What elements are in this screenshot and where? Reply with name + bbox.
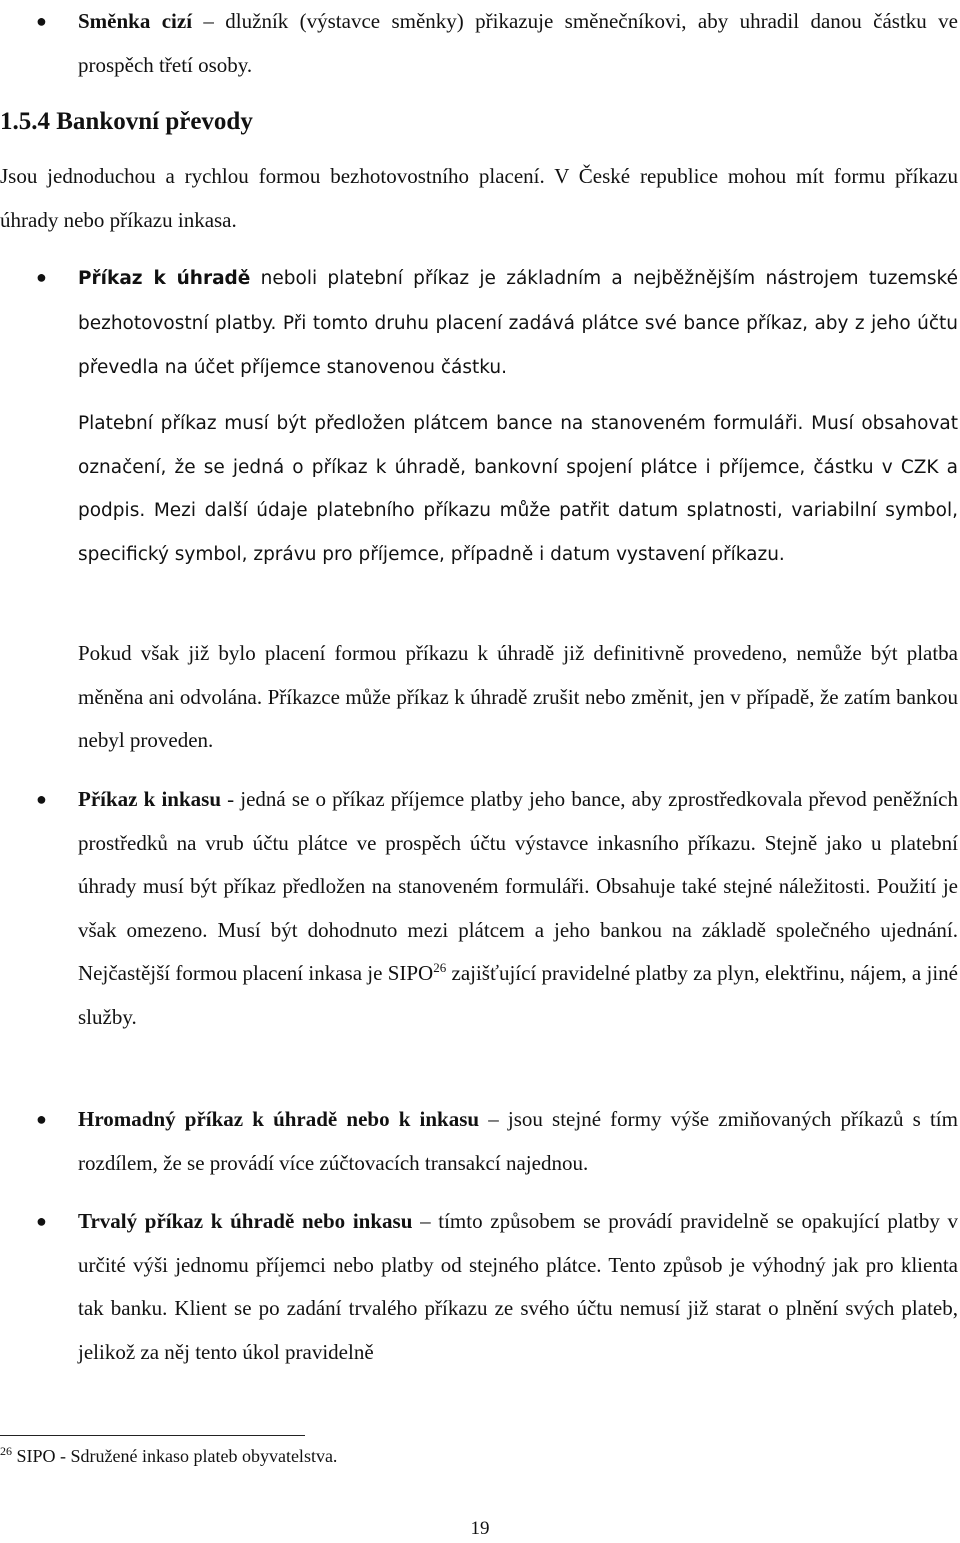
footnote — [0, 1446, 337, 1467]
bullet-icon: ● — [36, 1109, 47, 1129]
text-hromadny: – jsou stejné formy výše zmiňovaných příkazů s tím rozdílem, že se provádí více zúčtovacích transakcí najednou. — [78, 1107, 958, 1175]
page-number: 19 — [470, 1518, 490, 1539]
paragraph-uhrada-2 — [78, 402, 958, 576]
bullet-icon: ● — [36, 11, 47, 31]
section-heading: 1.5.4 Bankovní převody — [0, 108, 253, 135]
text-uhrada-p2b: Musí obsahovat označení, že se jedná o příkaz k úhradě, bankovní spojení plátce i příjemce, částku v CZK a podpis. Mezi další údaje platebního příkazu může patřit datum splatnosti, variabilní symbol, specifický symbol, zprávu pro příjemce, případně i datum vystavení příkazu. — [78, 413, 958, 565]
bullet-icon: ● — [36, 1211, 47, 1231]
footnote-number: 26 — [0, 1444, 12, 1458]
bullet-icon: ● — [36, 789, 47, 809]
text-uhrada-p2a: Platební příkaz musí být předložen plátcem bance na stanoveném formuláři. — [78, 413, 804, 434]
section-intro: Jsou jednoduchou a rychlou formou bezhotovostního placení. V České republice mohou mít formu příkazu úhrady nebo příkazu inkasa. — [0, 164, 958, 232]
footnote-text: SIPO - Sdružené inkaso plateb obyvatelstva. — [12, 1446, 338, 1466]
list-item-hromadny — [36, 1098, 958, 1185]
text-smenka: – dlužník (výstavce směnky) přikazuje směnečníkovi, aby uhradil danou částku ve prospěch třetí osoby. — [78, 9, 958, 77]
list-item-inkaso — [36, 778, 958, 1039]
term-uhrada: Příkaz k úhradě — [78, 268, 251, 289]
paragraph-uhrada-3: Pokud však již bylo placení formou příkazu k úhradě již definitivně provedeno, nemůže být platba měněna ani odvolána. Příkazce může příkaz k úhradě zrušit nebo změnit, jen v případě, že zatím bankou nebyl proveden. — [78, 641, 958, 752]
text-inkaso-a: - jedná se o příkaz příjemce platby jeho bance, aby zprostředkovala převod peněžních prostředků na vrub účtu plátce ve prospěch účtu výstavce inkasního příkazu. Stejně jako u platební úhrady musí být příkaz předložen na stanoveném formuláři. Obsahuje také stejné náležitosti. Použití je však omezeno. Musí být dohodnuto mezi plátcem a jeho bankou na základě společného ujednání. Nejčastější formou placení inkasa je SIPO — [78, 787, 958, 985]
term-trvaly: Trvalý příkaz k úhradě nebo inkasu — [78, 1209, 413, 1233]
list-item-trvaly — [36, 1200, 958, 1374]
text-uhrada-b: Při tomto druhu placení zadává plátce své bance příkaz, aby z jeho účtu převedla na účet příjemce stanovenou částku. — [78, 312, 959, 378]
text-trvaly: – tímto způsobem se provádí pravidelně se opakující platby v určité výši jednomu příjemci nebo platby od stejného plátce. Tento způsob je výhodný jak pro klienta tak banku. Klient se po zadání trvalého příkazu ze svého účtu nemusí již starat o plnění svých plateb, jelikož za něj tento úkol pravidelně — [78, 1209, 958, 1364]
term-hromadny: Hromadný příkaz k úhradě nebo k inkasu — [78, 1107, 480, 1131]
bullet-icon: ● — [36, 267, 47, 287]
text-inkaso-b: zajišťující pravidelné platby za plyn, elektřinu, nájem, a jiné služby. — [78, 961, 958, 1029]
list-item-smenka — [36, 0, 958, 87]
term-inkaso: Příkaz k inkasu — [78, 787, 221, 811]
text-uhrada-a: neboli platební příkaz je základním a nejběžnějším nástrojem tuzemské bezhotovostní platby. — [78, 268, 958, 334]
footnote-separator — [0, 1435, 305, 1436]
footnote-ref[interactable]: 26 — [433, 960, 447, 975]
list-item-uhrada — [36, 256, 959, 390]
term-smenka: Směnka cizí — [78, 9, 193, 33]
